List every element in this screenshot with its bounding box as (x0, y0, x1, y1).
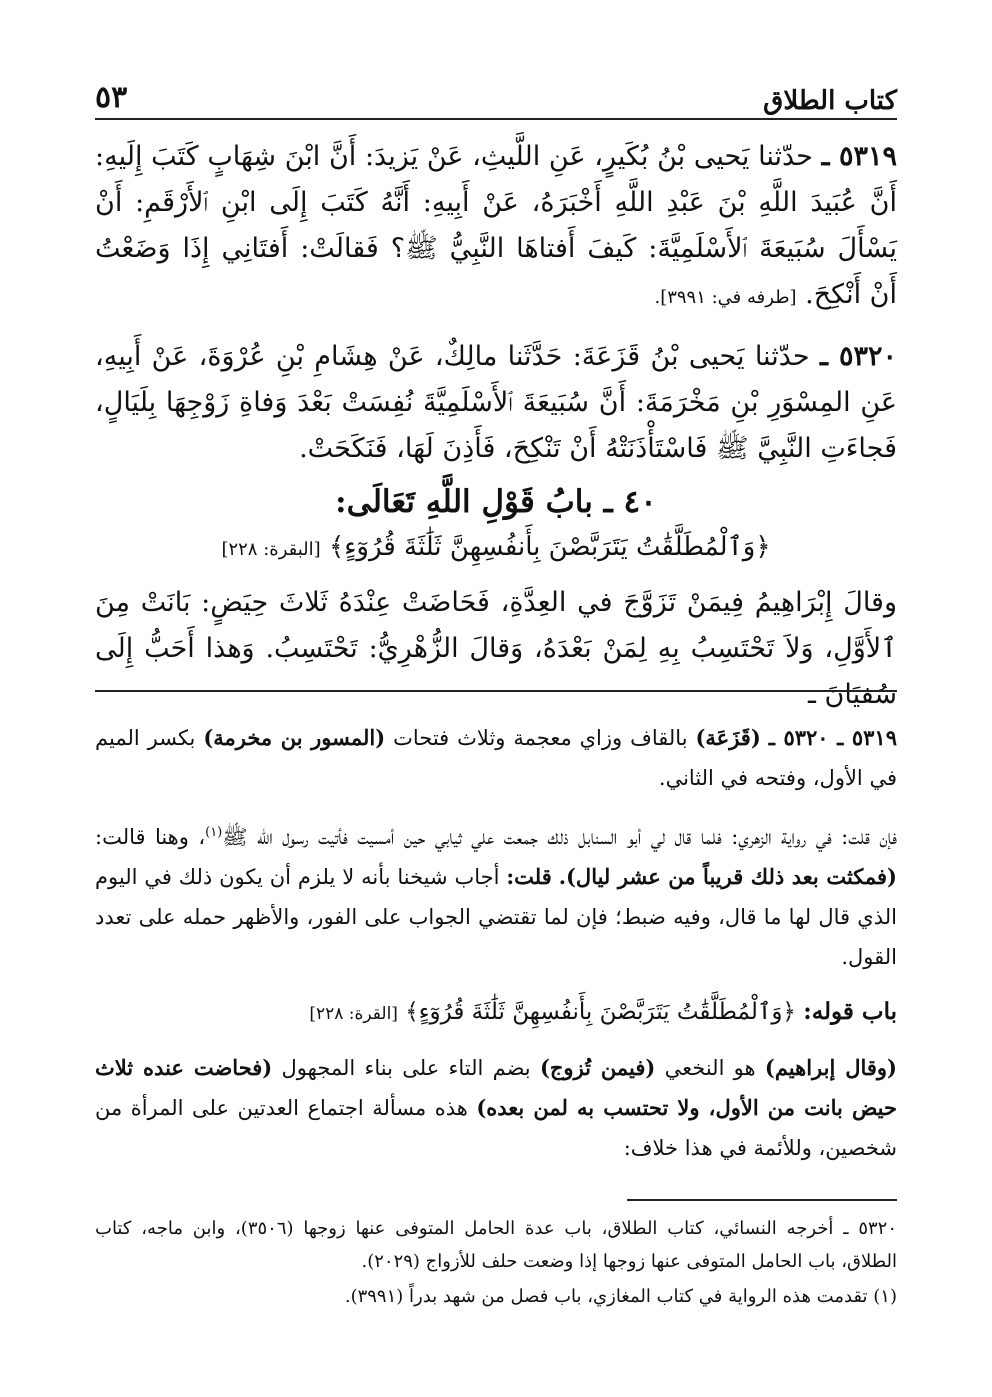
commentary-text: ، وهنا قالت: (95, 825, 206, 849)
chapter-verse (95, 532, 897, 562)
commentary-term: قلت: (506, 864, 552, 889)
commentary-text: هو النخعي (664, 1056, 756, 1080)
commentary-text: بالقاف وزاي معجمة وثلاث فتحات (393, 726, 688, 750)
commentary-bab-heading (95, 998, 897, 1025)
commentary-text: بكسر الميم في الأول، وفتحه في الثاني. (95, 726, 897, 790)
hadith-5319 (95, 134, 897, 321)
hadith-5320 (95, 334, 897, 472)
hadith-reference: [طرفه في: ٣٩٩١]. (654, 287, 797, 308)
hadith-number: ٥٣٢٠ ـ (819, 341, 898, 372)
chapter-title: ٤٠ ـ بابُ قَوْلِ اللَّهِ تَعَالَى: (335, 484, 657, 520)
quran-verse: ﴿وَٱلْمُطَلَّقَٰتُ يَتَرَبَّصْنَ بِأَنفُسِهِنَّ ثَلَٰثَةَ قُرُوٓءٍ﴾ (405, 999, 796, 1025)
commentary-quote: (فمكثت بعد ذلك قريباً من عشر ليال). (558, 864, 897, 889)
verse-reference: [البقرة: ٢٢٨] (221, 539, 321, 560)
footnote-5320: ٥٣٢٠ ـ أخرجه النسائي، كتاب الطلاق، باب عدة الحامل المتوفى عنها زوجها (٣٥٠٦)، وابن ماجه، كتاب الطلاق، باب الحامل المتوفى عنها زوجها إذا وضعت حلف للأزواج (٢٠٢٩). (95, 1218, 898, 1272)
commentary-term: (قَزَعَة) (695, 725, 761, 750)
footnote-marker: (١) (205, 825, 223, 840)
hadith-number: ٥٣١٩ ـ (821, 141, 897, 172)
commentary-paragraph-2 (95, 813, 897, 977)
commentary-numbers: ٥٣١٩ ـ ٥٣٢٠ ـ (768, 725, 897, 750)
commentary-paragraph-1 (95, 718, 897, 798)
commentary-quote: (فحاضت عنده ثلاث حيض بانت من الأول، ولا تحتسب به لمن بعده) (95, 1055, 897, 1120)
commentary-paragraph-3 (95, 1048, 897, 1168)
commentary-text: أجاب شيخنا بأنه لا يلزم أن يكون ذلك في اليوم الذي قال لها ما قال، وفيه ضبط؛ فإن لما تقتضي الجواب على الفور، والأظهر حمله على تعدد القول. (95, 865, 897, 969)
commentary-text: فإن قلت: في رواية الزهري: فلما قال لي أبو السنابل ذلك جمعت علي ثيابي حين أمسيت فأتيت رسول الله ﷺ (222, 825, 897, 849)
hadith-text: حدّثنا يَحيى بْنُ بُكَيرٍ، عَنِ اللَّيثِ، عَنْ يَزيدَ: أَنَّ ابْنَ شِهَابٍ كَتَبَ إِلَيهِ: أَنَّ عُبَيدَ اللَّهِ بْنَ عَبْدِ اللَّهِ أَخْبَرَهُ، عَنْ أَبِيهِ: أَنَّهُ كَتَبَ إِلَى ابْنِ ٱلأَرْقَمِ: أَنْ يَسْأَلَ سُبَيعَةَ ٱلأَسْلَمِيَّةَ: كَيفَ أَفتاهَا النَّبِيُّ ﷺ؟ فَقالَتْ: أَفتَانِي إِذَا وَضَعْتُ أَنْ أَنْكِحَ. (95, 141, 897, 310)
hadith-text: حدّثنا يَحيى بْنُ قَزَعَةَ: حَدَّثَنا مالِكٌ، عَنْ هِشَامِ بْنِ عُرْوَةَ، عَنْ أَبِيهِ، عَنِ المِسْوَرِ بْنِ مَخْرَمَةَ: أَنَّ سُبَيعَةَ ٱلأَسْلَمِيَّةَ نُفِسَتْ بَعْدَ وَفاةِ زَوْجِهَا بِلَيَالٍ، فَجاءَتِ النَّبِيَّ ﷺ فَاسْتَأْذَنَتْهُ أَنْ تَنْكِحَ، فَأَذِنَ لَهَا، فَنَكَحَتْ. (95, 341, 897, 464)
footnote-divider (627, 1199, 897, 1201)
commentary-text: بضم التاء على بناء المجهول (281, 1056, 531, 1080)
commentary-term: (المسور بن مخرمة) (203, 725, 386, 750)
commentary-quote: (فيمن تُزوج) (539, 1055, 656, 1080)
footnote-1: (١) تقدمت هذه الرواية في كتاب المغازي، باب فصل من شهد بدراً (٣٩٩١). (344, 1286, 897, 1307)
bab-label: باب قوله: (803, 998, 897, 1025)
page-number: ٥٣ (95, 80, 128, 115)
book-title: كتاب الطلاق (763, 86, 897, 116)
quran-verse: ﴿وَٱلْمُطَلَّقَٰتُ يَتَرَبَّصْنَ بِأَنفُسِهِنَّ ثَلَٰثَةَ قُرُوٓءٍ﴾ (328, 532, 771, 562)
athar-text: وقالَ إِبْرَاهِيمُ فِيمَنْ تَزَوَّجَ في العِدَّةِ، فَحَاضَتْ عِنْدَهُ ثَلاثَ حِيَضٍ: بَانَتْ مِنَ ٱلأَوَّلِ، وَلاَ تَحْتَسِبُ بِهِ لِمَنْ بَعْدَهُ، وَقالَ الزُّهْرِيُّ: تَحْتَسِبُ. وَهذا أَحَبُّ إِلَى سُفيَانَ ـ (95, 587, 897, 710)
page-header (95, 78, 897, 120)
commentary-quote: (وقال إبراهيم) (764, 1055, 897, 1080)
verse-reference: [القرة: ٢٢٨] (309, 1004, 398, 1024)
divider (95, 690, 897, 692)
commentary-text: هذه مسألة اجتماع العدتين على المرأة من شخصين، وللأئمة في هذا خلاف: (95, 1096, 897, 1160)
